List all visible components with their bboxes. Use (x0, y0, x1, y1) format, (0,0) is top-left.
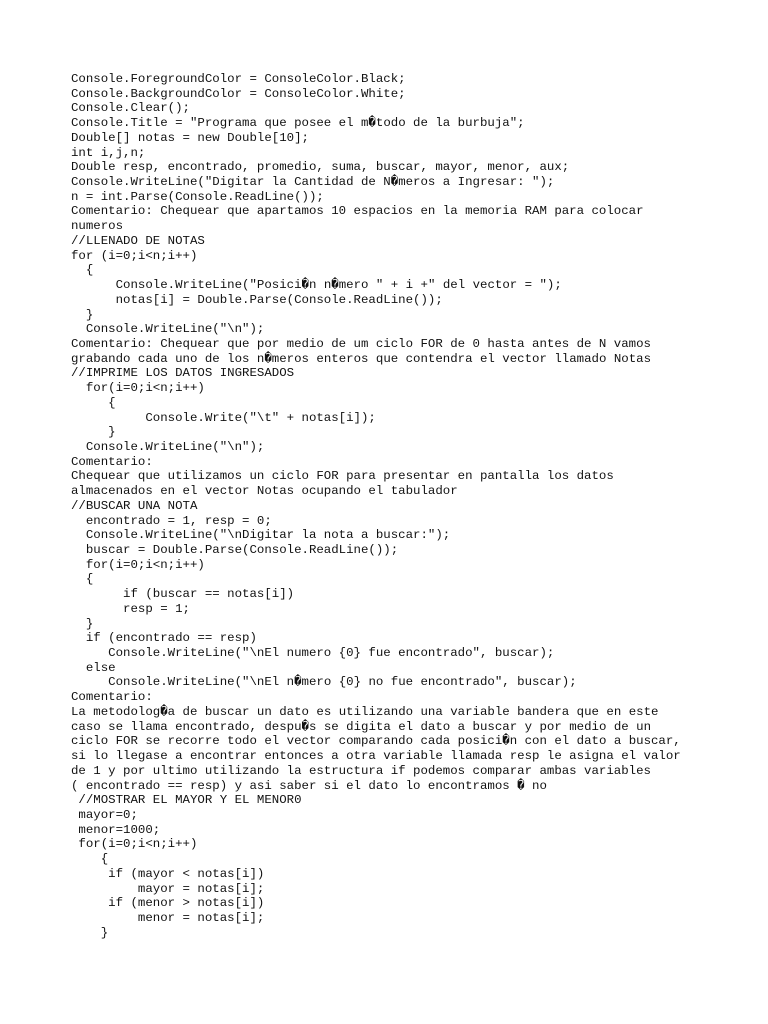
code-line: } (71, 616, 94, 631)
code-line: Console.WriteLine("Posici�n n�mero " + i +" del vector = "); (71, 278, 562, 293)
code-line: de 1 y por ultimo utilizando la estructura if podemos comparar ambas variables (71, 763, 651, 778)
code-line: si lo llegase a encontrar entonces a otra variable llamada resp le asigna el valor (71, 749, 681, 764)
code-line: for(i=0;i<n;i++) (71, 557, 205, 572)
code-line: La metodolog�a de buscar un dato es utilizando una variable bandera que en este (71, 704, 659, 719)
code-line: Console.WriteLine("\n"); (71, 439, 265, 454)
code-line: ciclo FOR se recorre todo el vector comparando cada posici�n con el dato a buscar, (71, 734, 681, 749)
code-line: { (71, 852, 109, 867)
code-line: if (encontrado == resp) (71, 631, 257, 646)
code-line: //BUSCAR UNA NOTA (71, 498, 198, 513)
code-line: menor = notas[i]; (71, 910, 265, 925)
code-line: notas[i] = Double.Parse(Console.ReadLine()); (71, 292, 443, 307)
code-line: { (71, 263, 94, 278)
code-line: grabando cada uno de los n�meros enteros que contendra el vector llamado Notas (71, 351, 652, 366)
code-line: numeros (71, 219, 124, 234)
code-line: Double[] notas = new Double[10]; (71, 130, 309, 145)
code-line: Console.WriteLine("\nEl numero {0} fue encontrado", buscar); (71, 646, 555, 661)
code-line: Chequear que utilizamos un ciclo FOR para presentar en pantalla los datos (71, 469, 614, 484)
code-line: Double resp, encontrado, promedio, suma, buscar, mayor, menor, aux; (71, 160, 570, 175)
code-line: if (mayor < notas[i]) (71, 866, 265, 881)
code-line: Comentario: Chequear que por medio de um ciclo FOR de 0 hasta antes de N vamos (71, 336, 651, 351)
code-line: Console.WriteLine("\nDigitar la nota a buscar:"); (71, 528, 451, 543)
code-line: for (i=0;i<n;i++) (71, 248, 198, 263)
code-line: { (71, 572, 94, 587)
code-line: Console.Clear(); (71, 101, 190, 116)
code-line: Console.ForegroundColor = ConsoleColor.Black; (71, 72, 406, 86)
code-line: resp = 1; (71, 601, 190, 616)
code-line: ( encontrado == resp) y asi saber si el dato lo encontramos � no (71, 778, 547, 793)
code-line: Console.BackgroundColor = ConsoleColor.White; (71, 86, 406, 101)
code-line: Console.WriteLine("Digitar la Cantidad de N�meros a Ingresar: "); (71, 175, 555, 190)
code-line: buscar = Double.Parse(Console.ReadLine()); (71, 543, 399, 557)
code-line: //LLENADO DE NOTAS (71, 233, 205, 248)
code-line: //MOSTRAR EL MAYOR Y EL MENOR0 (71, 793, 302, 808)
code-line: Console.Title = "Programa que posee el m�todo de la burbuja"; (71, 116, 525, 131)
code-line: Console.WriteLine("\nEl n�mero {0} no fue encontrado", buscar); (71, 675, 577, 690)
code-line: Comentario: (71, 690, 153, 705)
code-line: Comentario: Chequear que apartamos 10 espacios en la memoria RAM para colocar (71, 204, 644, 219)
code-line: for(i=0;i<n;i++) (71, 381, 205, 396)
code-line: //IMPRIME LOS DATOS INGRESADOS (71, 366, 295, 381)
code-line: Comentario: (71, 454, 153, 469)
code-line: int i,j,n; (71, 145, 146, 160)
code-line: mayor=0; (71, 807, 138, 822)
code-line: n = int.Parse(Console.ReadLine()); (71, 189, 324, 204)
code-line: menor=1000; (71, 822, 161, 837)
code-line: if (menor > notas[i]) (71, 896, 265, 911)
code-line: } (71, 307, 94, 322)
code-line: for(i=0;i<n;i++) (71, 837, 198, 852)
code-line: mayor = notas[i]; (71, 881, 265, 896)
code-line: caso se llama encontrado, despu�s se digita el dato a buscar y por medio de un (71, 719, 652, 734)
code-line: Console.WriteLine("\n"); (71, 322, 265, 337)
code-line: else (71, 660, 116, 675)
code-line: { (71, 395, 116, 410)
code-line: } (71, 925, 109, 940)
code-listing (71, 72, 681, 940)
code-line: encontrado = 1, resp = 0; (71, 513, 272, 528)
code-line: Console.Write("\t" + notas[i]); (71, 410, 376, 425)
code-line: if (buscar == notas[i]) (71, 587, 295, 602)
code-line: almacenados en el vector Notas ocupando el tabulador (71, 484, 458, 499)
code-line: } (71, 425, 116, 440)
